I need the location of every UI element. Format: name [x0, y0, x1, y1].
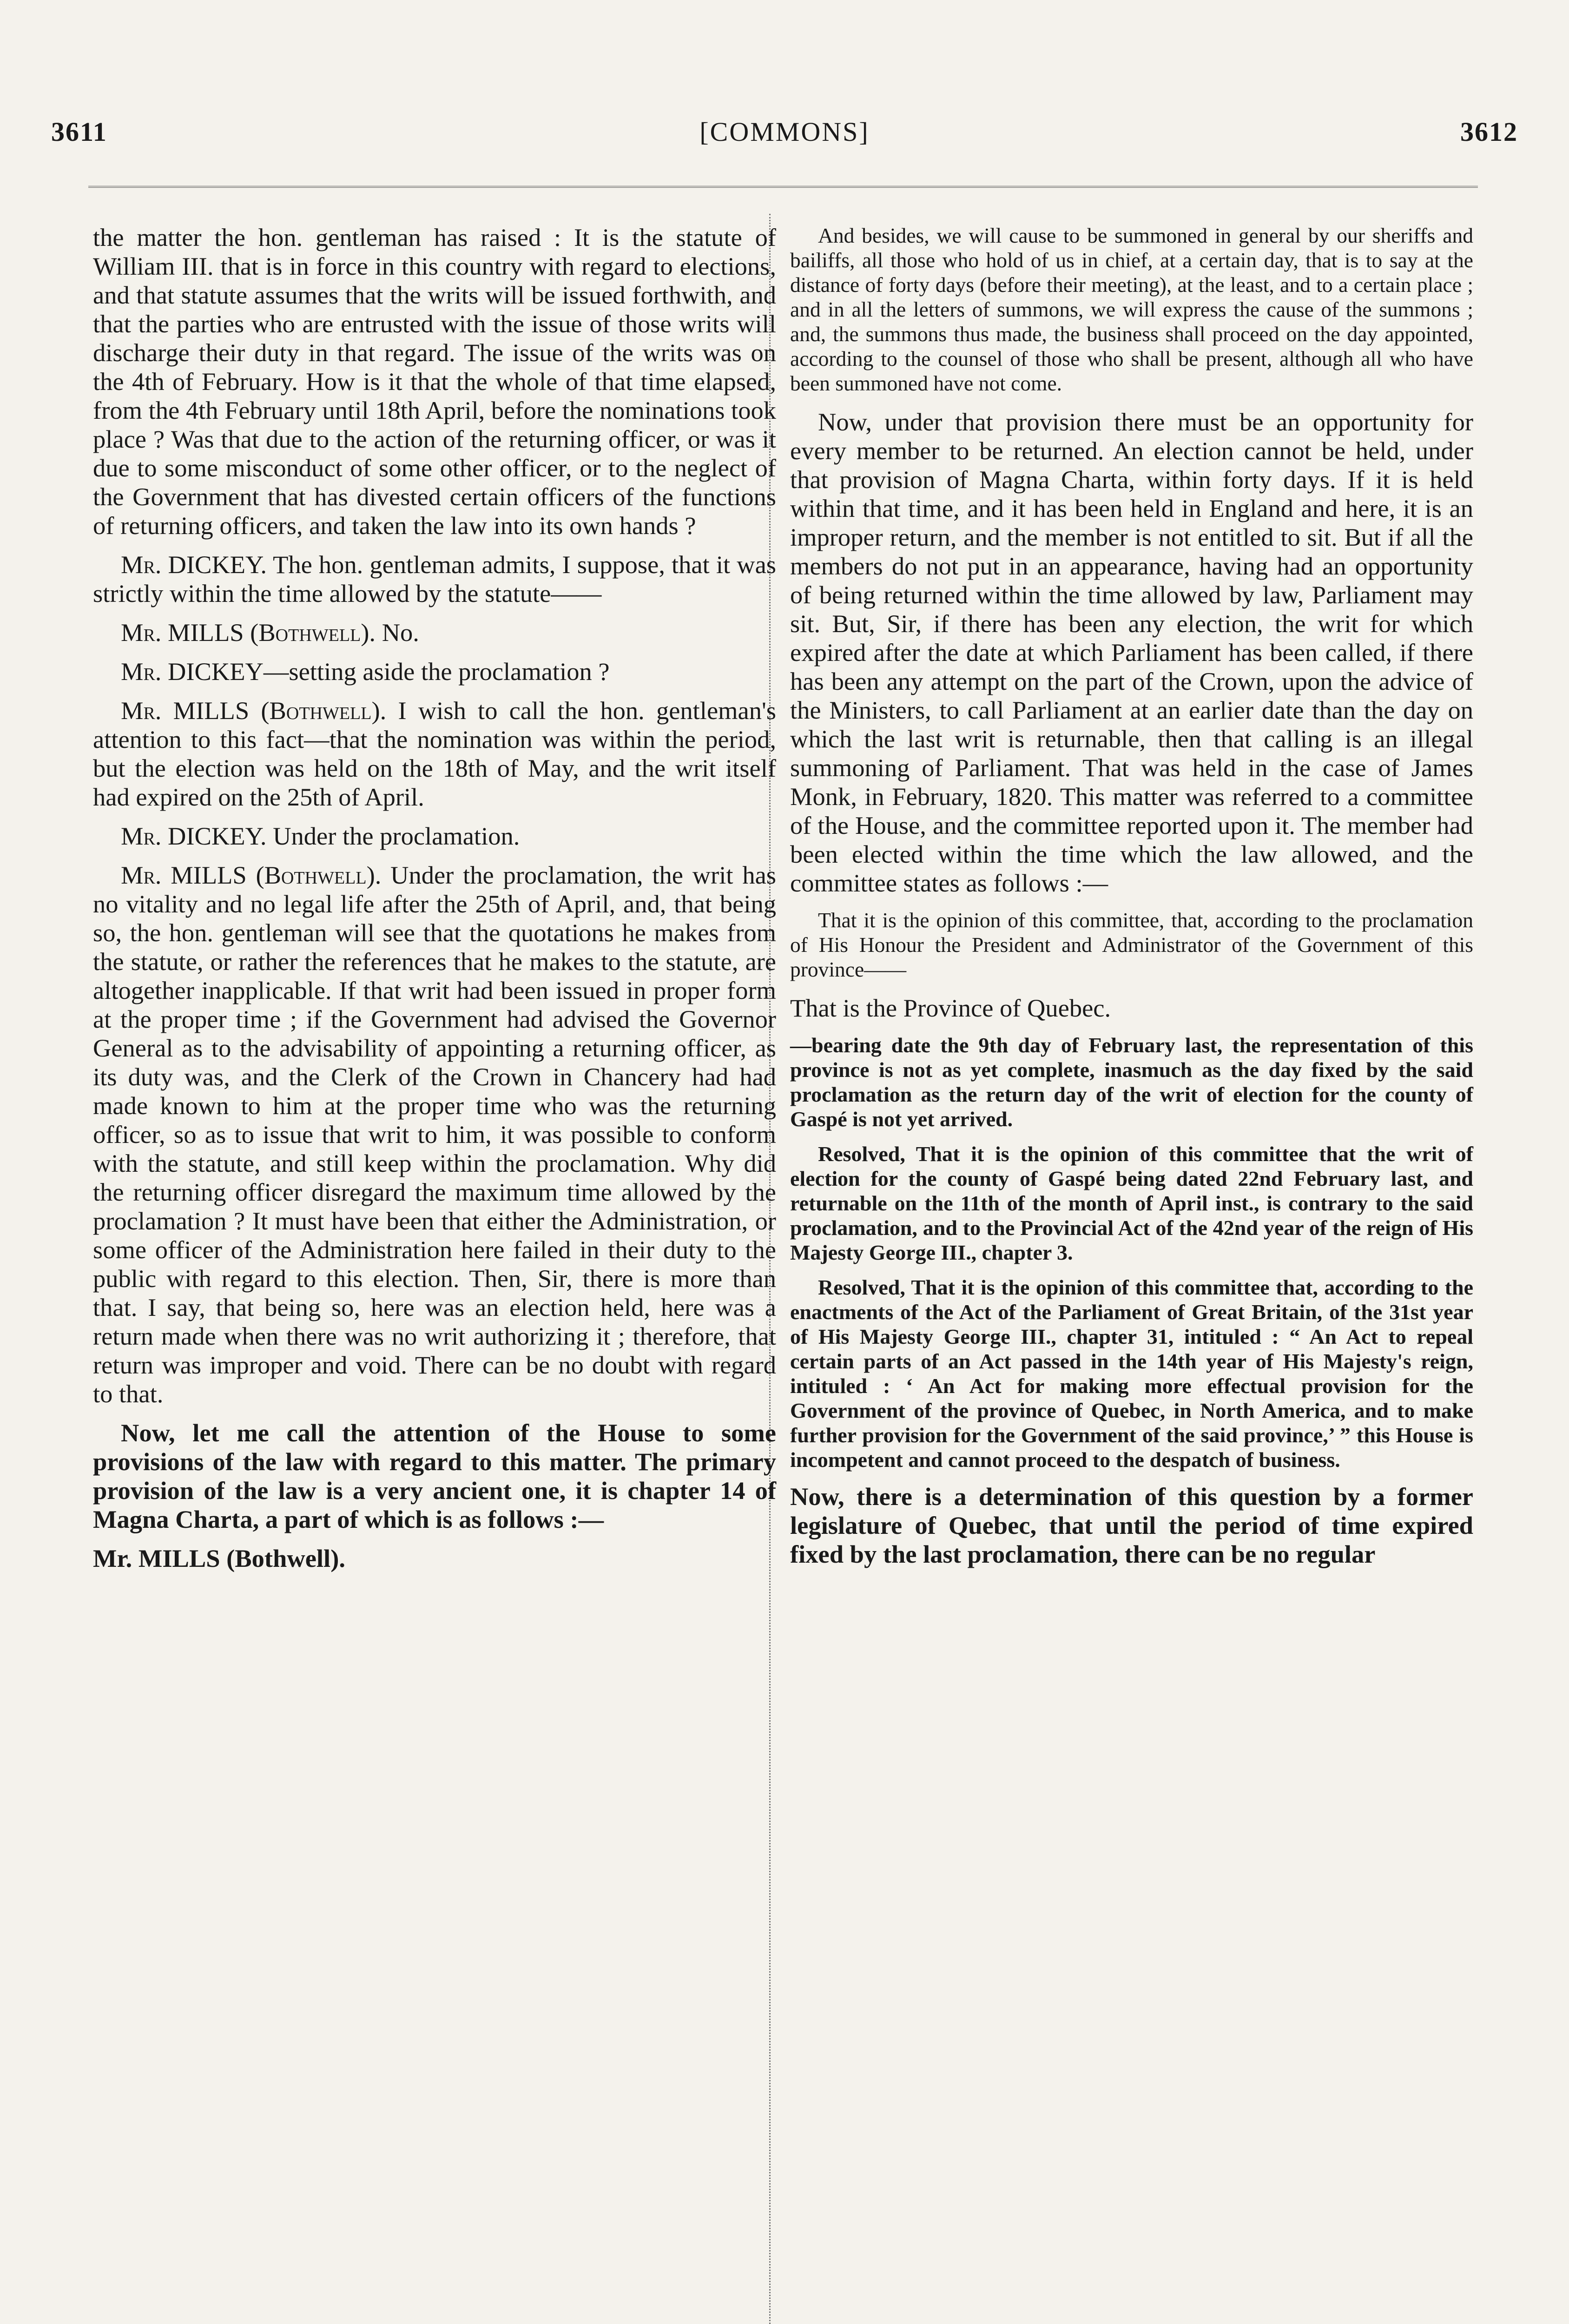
speaker-name: Mr. MILLS (Bothwell).	[121, 696, 387, 725]
paragraph: Mr. DICKEY. The hon. gentleman admits, I suppose, that it was strictly within the time allowed by the statute——	[93, 550, 776, 607]
paragraph: Mr. MILLS (Bothwell). Under the proclamation, the writ has no vitality and no legal life after the 25th of April, and, that being so, the hon. gentleman will see that the quotations he makes from the statute, or rather the references that he makes to the statute, are altogether inapplicable. If that writ had been issued in proper form at the proper time ; if the Government had advised the Governor General as to the advisability of appointing a returning officer, as its duty was, and the Clerk of the Crown in Chancery had had made known to him at the proper time who was the returning officer, so as to issue that writ to him, it was possible to conform with the statute, and still keep within the proclamation. Why did the returning officer disregard the maximum time allowed by the proclamation ? It must have been that either the Administration, or some officer of the Administration here failed in their duty to the public with regard to this election. Then, Sir, there is more than that. I say, that being so, here was an election held, here was a return made when there was no writ authorizing it ; therefore, that return was improper and void. There can be no doubt with regard to that.	[93, 861, 776, 1408]
quotation: Resolved, That it is the opinion of this committee that, according to the enactments of the Act of the Parliament of Great Britain, of the 31st year of His Majesty George III., chapter 31, intituled : “ An Act to repeal certain parts of an Act passed in the 14th year of His Majesty's reign, intituled : ‘ An Act for making more effectual provision for the Government of the province of Quebec, in North America, and to make further provision for the Government of the said province,’ ” this House is incompetent and cannot proceed to the despatch of business.	[790, 1275, 1473, 1472]
right-column	[790, 223, 1473, 1579]
quotation: —bearing date the 9th day of February last, the representation of this province is not as yet complete, inasmuch as the day fixed by the said proclamation as the return day of the writ of election for the county of Gaspé is not yet arrived.	[790, 1033, 1473, 1131]
quotation: Resolved, That it is the opinion of this committee that the writ of election for the county of Gaspé being dated 22nd February last, and returnable on the 11th of the month of April inst., is contrary to the said proclamation, and to the Provincial Act of the 42nd year of the reign of His Majesty George III., chapter 3.	[790, 1142, 1473, 1264]
running-head: [COMMONS]	[699, 117, 870, 147]
speaker-name: Mr. MILLS (Bothwell).	[121, 861, 382, 889]
speaker-name: Mr. DICKEY.	[121, 550, 267, 579]
paragraph: That is the Province of Quebec.	[790, 994, 1111, 1022]
paragraph: Mr. DICKEY—setting aside the proclamation ?	[121, 657, 610, 686]
page-header	[0, 0, 1569, 195]
speaker-name: Mr. DICKEY.	[121, 822, 267, 850]
paragraph: the matter the hon. gentleman has raised : It is the statute of William III. that is in force in this country with regard to elections, and that statute assumes that the writs will be issued forthwith, and that the parties who are entrusted with the issue of those writs will discharge their duty in that regard. The issue of the writs was on the 4th of February. How is it that the whole of that time elapsed, from the 4th February until 18th April, before the nominations took place ? Was that due to the action of the returning officer, or was it due to some misconduct of some other officer, or to the neglect of the Government that has divested certain officers of the functions of returning officers, and taken the law into its own hands ?	[93, 223, 776, 540]
speaker-name: Mr. MILLS (Bothwell).	[121, 618, 376, 647]
page-number-right: 3612	[1460, 117, 1518, 147]
quotation: And besides, we will cause to be summoned in general by our sheriffs and bailiffs, all those who hold of us in chief, at a certain day, that is to say at the distance of forty days (before their meeting), at the least, and to a certain place ; and in all the letters of summons, we will express the cause of the summons ; and, the summons thus made, the business shall proceed on the day appointed, according to the counsel of those who shall be present, although all who have been summoned have not come.	[790, 224, 1473, 395]
page-footer-speaker: Mr. MILLS (Bothwell).	[93, 1544, 345, 1572]
paragraph: Mr. DICKEY. Under the proclamation.	[121, 822, 520, 850]
page-number-left: 3611	[51, 117, 107, 147]
quotation: That it is the opinion of this committee, that, according to the proclamation of His Honour the President and Administrator of the Government of this province——	[790, 908, 1473, 981]
left-column	[93, 223, 776, 1583]
paragraph: Mr. MILLS (Bothwell). I wish to call the hon. gentleman's attention to this fact—that the nomination was within the period, but the election was held on the 18th of May, and the writ itself had expired on the 25th of April.	[93, 696, 776, 811]
paragraph: Now, let me call the attention of the House to some provisions of the law with regard to this matter. The primary provision of the law is a very ancient one, it is chapter 14 of Magna Charta, a part of which is as follows :—	[93, 1419, 776, 1533]
paragraph: Mr. MILLS (Bothwell). No.	[121, 618, 419, 647]
header-rule	[88, 186, 1478, 188]
paragraph: Now, there is a determination of this question by a former legislature of Quebec, that until the period of time expired fixed by the last proclamation, there can be no regular	[790, 1482, 1473, 1568]
speaker-name: Mr. DICKEY	[121, 657, 264, 686]
paragraph: Now, under that provision there must be an opportunity for every member to be returned. An election cannot be held, under that provision of Magna Charta, within forty days. If it is held within that time, and it has been held in England and here, it is an improper return, and the member is not entitled to sit. But if all the members do not put in an appearance, having had an opportunity of being returned within the time allowed by law, Parliament may sit. But, Sir, if there has been any election, the writ for which expired after the date at which Parliament has been called, if there has been any attempt on the part of the Crown, upon the advice of the Ministers, to call Parliament at an earlier date than the day on which the last writ is returnable, then that calling is an illegal summoning of Parliament. That was held in the case of James Monk, in February, 1820. This matter was referred to a committee of the House, and the committee reported upon it. The member had been elected within the time which the law allowed, and the committee states as follows :—	[790, 408, 1473, 897]
